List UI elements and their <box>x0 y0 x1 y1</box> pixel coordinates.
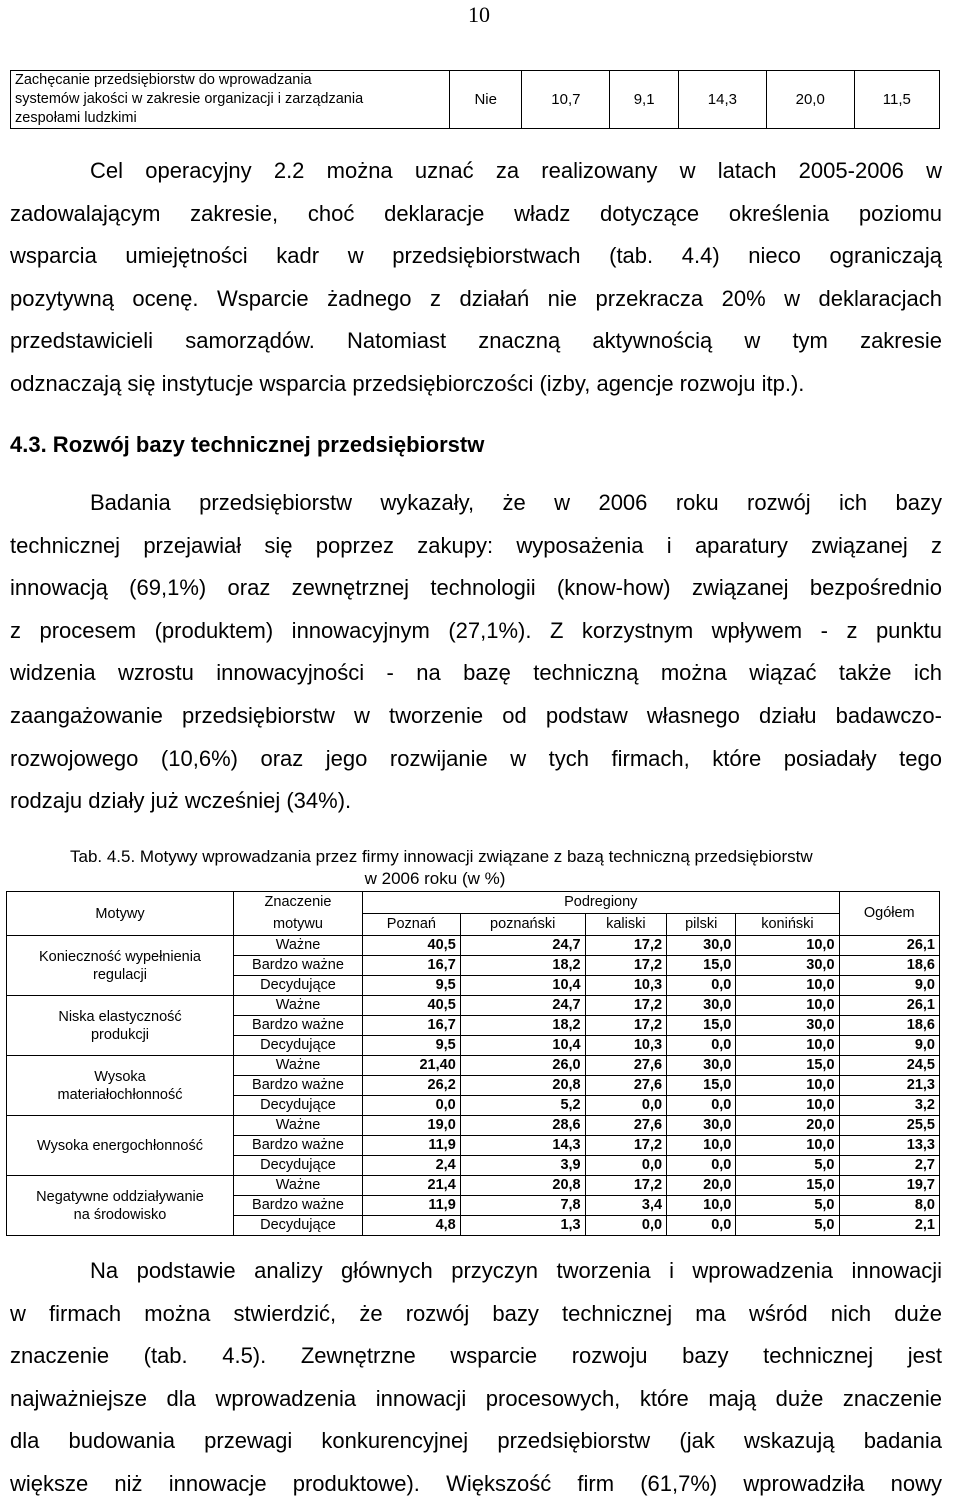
value-cell: 40,5 <box>363 936 461 956</box>
value-cell: 10,0 <box>736 996 839 1016</box>
value-cell: 10,0 <box>736 1136 839 1156</box>
total-cell: 21,3 <box>839 1076 939 1096</box>
total-cell: 3,2 <box>839 1096 939 1116</box>
table-row <box>7 936 940 956</box>
header-podregiony: Podregiony <box>363 892 840 914</box>
value-cell: 1,3 <box>460 1216 585 1236</box>
text-line: Badania przedsiębiorstw wykazały, że w 2006 roku rozwój ich bazy <box>90 490 942 515</box>
level-cell: Bardzo ważne <box>234 956 363 976</box>
text-line: najważniejsze dla wprowadzenia innowacji procesowych, które mają duże znaczenie <box>10 1385 942 1411</box>
value-cell: 10,4 <box>460 1036 585 1056</box>
header-subregion: poznański <box>460 914 585 936</box>
value-cell: 10,0 <box>736 976 839 996</box>
value-cell: 5,0 <box>736 1196 839 1216</box>
total-cell: 2,7 <box>839 1156 939 1176</box>
caption-line: w 2006 roku (w %) <box>364 869 506 888</box>
table-row <box>7 996 940 1016</box>
motive-label: materiałochłonność <box>57 1086 183 1103</box>
value-cell: 0,0 <box>585 1096 666 1116</box>
level-cell: Ważne <box>234 1116 363 1136</box>
text-line: pozytywną ocenę. Wsparcie żadnego z działań nie przekracza 20% w deklaracjach <box>10 285 942 311</box>
value-cell: 10,0 <box>736 1036 839 1056</box>
total-cell: 18,6 <box>839 1016 939 1036</box>
value-cell: 30,0 <box>667 1056 736 1076</box>
header-subregion: kaliski <box>585 914 666 936</box>
table-cell: 9,1 <box>610 71 679 129</box>
value-cell: 11,9 <box>363 1196 461 1216</box>
text-line: z procesem (produktem) innowacyjnym (27,1%). Z korzystnym wpływem - z punktu <box>10 617 942 643</box>
value-cell: 7,8 <box>460 1196 585 1216</box>
value-cell: 20,8 <box>460 1076 585 1096</box>
header-subregion: pilski <box>667 914 736 936</box>
header-znaczenie: Znaczenie <box>234 892 363 914</box>
level-cell: Bardzo ważne <box>234 1076 363 1096</box>
label-line: Zachęcanie przedsiębiorstw do wprowadzania <box>15 72 312 88</box>
paragraph-rozwoj-bazy <box>10 482 942 823</box>
motive-label: Niska elastyczność <box>58 1008 182 1025</box>
value-cell: 17,2 <box>585 996 666 1016</box>
text-line: większe niż innowacje produktowe). Większość firm (61,7%) wprowadziła nowy <box>10 1470 942 1496</box>
motive-cell <box>7 936 234 996</box>
level-cell: Decydujące <box>234 976 363 996</box>
caption-line: Tab. 4.5. Motywy wprowadzania przez firmy innowacji związane z bazą techniczną przedsiębiorstw <box>70 847 813 866</box>
motive-label: regulacji <box>93 966 147 983</box>
value-cell: 30,0 <box>667 996 736 1016</box>
header-motywy: Motywy <box>7 892 234 936</box>
value-cell: 0,0 <box>667 1216 736 1236</box>
total-cell: 2,1 <box>839 1216 939 1236</box>
text-line: rozwojowego (10,6%) oraz jego rozwijanie w tych firmach, które posiadały tego <box>10 745 942 771</box>
value-cell: 10,0 <box>667 1196 736 1216</box>
top-table-label <box>11 71 450 129</box>
paragraph-cel-operacyjny <box>10 150 942 406</box>
level-cell: Decydujące <box>234 1216 363 1236</box>
text-line: wsparcia umiejętności kadr w przedsiębiorstwach (tab. 4.4) nieco ograniczają <box>10 243 942 269</box>
top-table <box>10 70 940 129</box>
level-cell: Decydujące <box>234 1036 363 1056</box>
level-cell: Bardzo ważne <box>234 1196 363 1216</box>
text-line: przedstawicieli samorządów. Natomiast znaczną aktywnością w tym zakresie <box>10 328 942 354</box>
motive-cell <box>7 1056 234 1116</box>
table-cell: Nie <box>450 71 522 129</box>
table-cell: 14,3 <box>678 71 766 129</box>
value-cell: 10,0 <box>667 1136 736 1156</box>
text-line: w firmach można stwierdzić, że rozwój bazy technicznej ma wśród nich duże <box>10 1300 942 1326</box>
total-cell: 26,1 <box>839 936 939 956</box>
value-cell: 9,5 <box>363 976 461 996</box>
level-cell: Bardzo ważne <box>234 1136 363 1156</box>
motive-cell <box>7 1176 234 1236</box>
value-cell: 2,4 <box>363 1156 461 1176</box>
text-line: znaczenie (tab. 4.5). Zewnętrzne wsparcie rozwoju bazy technicznej jest <box>10 1343 942 1369</box>
value-cell: 0,0 <box>363 1096 461 1116</box>
value-cell: 26,2 <box>363 1076 461 1096</box>
table-row <box>7 1116 940 1136</box>
value-cell: 10,0 <box>736 1096 839 1116</box>
value-cell: 15,0 <box>736 1176 839 1196</box>
value-cell: 21,4 <box>363 1176 461 1196</box>
text-line: Cel operacyjny 2.2 można uznać za realizowany w latach 2005-2006 w <box>90 158 942 183</box>
motive-label: Negatywne oddziaływanie <box>36 1188 204 1205</box>
value-cell: 17,2 <box>585 1176 666 1196</box>
header-ogolem: Ogółem <box>839 892 939 936</box>
value-cell: 17,2 <box>585 936 666 956</box>
value-cell: 24,7 <box>460 936 585 956</box>
level-cell: Decydujące <box>234 1156 363 1176</box>
text-line: innowacją (69,1%) oraz zewnętrznej technologii (know-how) związanej bezpośrednio <box>10 575 942 601</box>
total-cell: 9,0 <box>839 1036 939 1056</box>
value-cell: 16,7 <box>363 956 461 976</box>
motive-label: na środowisko <box>73 1206 167 1223</box>
value-cell: 27,6 <box>585 1116 666 1136</box>
level-cell: Ważne <box>234 1176 363 1196</box>
value-cell: 18,2 <box>460 1016 585 1036</box>
value-cell: 30,0 <box>667 936 736 956</box>
value-cell: 10,4 <box>460 976 585 996</box>
paragraph-na-podstawie <box>10 1250 942 1506</box>
value-cell: 30,0 <box>736 1016 839 1036</box>
table-cell: 20,0 <box>766 71 854 129</box>
value-cell: 21,40 <box>363 1056 461 1076</box>
total-cell: 18,6 <box>839 956 939 976</box>
level-cell: Ważne <box>234 1056 363 1076</box>
level-cell: Bardzo ważne <box>234 1016 363 1036</box>
value-cell: 16,7 <box>363 1016 461 1036</box>
value-cell: 11,9 <box>363 1136 461 1156</box>
value-cell: 40,5 <box>363 996 461 1016</box>
total-cell: 26,1 <box>839 996 939 1016</box>
motive-cell <box>7 996 234 1056</box>
value-cell: 0,0 <box>667 976 736 996</box>
total-cell: 8,0 <box>839 1196 939 1216</box>
total-cell: 24,5 <box>839 1056 939 1076</box>
value-cell: 30,0 <box>736 956 839 976</box>
table-caption <box>70 846 940 890</box>
value-cell: 27,6 <box>585 1076 666 1096</box>
value-cell: 5,2 <box>460 1096 585 1116</box>
value-cell: 0,0 <box>585 1156 666 1176</box>
value-cell: 30,0 <box>667 1116 736 1136</box>
text-line: odznaczają się instytucje wsparcia przedsiębiorczości (izby, agencje rozwoju itp.). <box>10 370 805 396</box>
table-cell: 10,7 <box>522 71 610 129</box>
value-cell: 20,0 <box>667 1176 736 1196</box>
header-subregion: koniński <box>736 914 839 936</box>
value-cell: 19,0 <box>363 1116 461 1136</box>
table-row <box>7 1176 940 1196</box>
motive-label: Wysoka <box>94 1068 146 1085</box>
value-cell: 15,0 <box>667 1076 736 1096</box>
motive-label: Konieczność wypełnienia <box>38 948 201 965</box>
value-cell: 0,0 <box>667 1096 736 1116</box>
text-line: technicznej przejawiał się poprzez zakupy: wyposażenia i aparatury związanej z <box>10 532 942 558</box>
value-cell: 26,0 <box>460 1056 585 1076</box>
value-cell: 3,4 <box>585 1196 666 1216</box>
motive-label: produkcji <box>90 1026 150 1043</box>
value-cell: 4,8 <box>363 1216 461 1236</box>
text-line: rodzaju działy już wcześniej (34%). <box>10 788 352 814</box>
value-cell: 5,0 <box>736 1156 839 1176</box>
total-cell: 9,0 <box>839 976 939 996</box>
value-cell: 17,2 <box>585 1136 666 1156</box>
label-line: zespołami ludzkimi <box>15 110 137 126</box>
value-cell: 0,0 <box>667 1156 736 1176</box>
total-cell: 13,3 <box>839 1136 939 1156</box>
value-cell: 9,5 <box>363 1036 461 1056</box>
level-cell: Decydujące <box>234 1096 363 1116</box>
text-line: zaangażowanie przedsiębiorstw w tworzenie od podstaw własnego działu badawczo- <box>10 702 942 728</box>
value-cell: 15,0 <box>667 956 736 976</box>
value-cell: 28,6 <box>460 1116 585 1136</box>
motive-label: Wysoka energochłonność <box>37 1137 203 1154</box>
value-cell: 27,6 <box>585 1056 666 1076</box>
section-heading: 4.3. Rozwój bazy technicznej przedsiębiorstw <box>10 432 485 457</box>
value-cell: 5,0 <box>736 1216 839 1236</box>
table-row <box>7 1056 940 1076</box>
value-cell: 10,0 <box>736 1076 839 1096</box>
value-cell: 0,0 <box>585 1216 666 1236</box>
value-cell: 20,8 <box>460 1176 585 1196</box>
text-line: Na podstawie analizy głównych przyczyn tworzenia i wprowadzenia innowacji <box>90 1258 942 1283</box>
value-cell: 10,0 <box>736 936 839 956</box>
value-cell: 15,0 <box>736 1056 839 1076</box>
value-cell: 17,2 <box>585 956 666 976</box>
table-row <box>11 71 940 129</box>
motives-table <box>6 891 940 1236</box>
value-cell: 3,9 <box>460 1156 585 1176</box>
value-cell: 0,0 <box>667 1036 736 1056</box>
value-cell: 18,2 <box>460 956 585 976</box>
value-cell: 15,0 <box>667 1016 736 1036</box>
header-motywu: motywu <box>234 914 363 936</box>
header-subregion: Poznań <box>363 914 461 936</box>
text-line: zadowalającym zakresie, choć deklaracje władz dotyczące określenia poziomu <box>10 200 942 226</box>
text-line: widzenia wzrostu innowacyjności - na bazę techniczną można wiązać także ich <box>10 660 942 686</box>
table-header-row <box>7 892 940 914</box>
value-cell: 14,3 <box>460 1136 585 1156</box>
value-cell: 10,3 <box>585 1036 666 1056</box>
table-cell: 11,5 <box>854 71 939 129</box>
level-cell: Ważne <box>234 936 363 956</box>
value-cell: 17,2 <box>585 1016 666 1036</box>
page-number: 10 <box>468 2 490 27</box>
value-cell: 24,7 <box>460 996 585 1016</box>
level-cell: Ważne <box>234 996 363 1016</box>
value-cell: 20,0 <box>736 1116 839 1136</box>
total-cell: 19,7 <box>839 1176 939 1196</box>
total-cell: 25,5 <box>839 1116 939 1136</box>
text-line: dla budowania przewagi konkurencyjnej przedsiębiorstw (jak wskazują badania <box>10 1428 942 1454</box>
motive-cell <box>7 1116 234 1176</box>
label-line: systemów jakości w zakresie organizacji i zarządzania <box>15 91 364 107</box>
value-cell: 10,3 <box>585 976 666 996</box>
